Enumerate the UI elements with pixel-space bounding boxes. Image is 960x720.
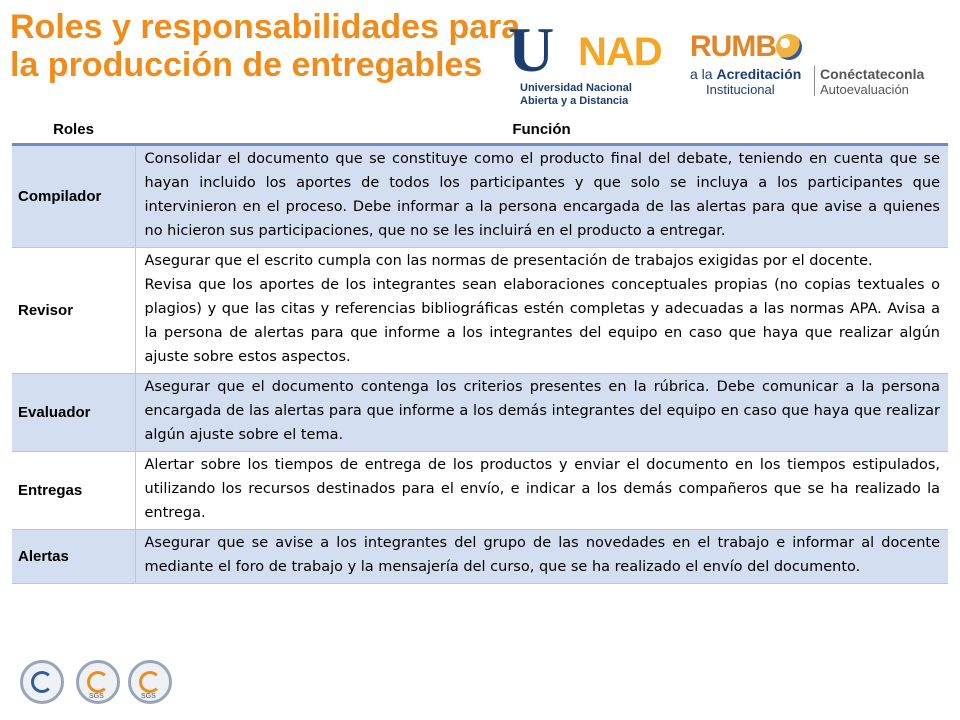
unad-logo-line-1: Universidad Nacional xyxy=(520,82,632,94)
slide-title-line-2: la producción de entregables xyxy=(10,46,483,84)
seal-label: SGS xyxy=(141,693,156,700)
slide-title xyxy=(10,8,570,84)
function-cell xyxy=(135,451,948,529)
sgs-seal-icon xyxy=(128,660,172,704)
function-text: Asegurar que el escrito cumpla con las normas de presentación de trabajos exigidas por el docente. xyxy=(144,252,873,269)
function-cell xyxy=(135,529,948,583)
unad-logo-u: U xyxy=(508,14,555,85)
role-cell: Evaluador xyxy=(12,373,135,451)
unad-logo-line-2: Abierta y a Distancia xyxy=(520,95,629,107)
function-cell xyxy=(135,247,948,373)
roles-table xyxy=(12,116,948,584)
unad-logo-nad: NAD xyxy=(578,30,662,74)
role-cell: Alertas xyxy=(12,529,135,583)
certification-seal-icon xyxy=(20,660,64,704)
table-row xyxy=(12,451,948,529)
seal-label: SGS xyxy=(89,693,104,700)
unad-logo xyxy=(508,14,662,108)
certification-seals xyxy=(20,660,180,710)
table-row xyxy=(12,373,948,451)
function-text: Alertar sobre los tiempos de entrega de los productos y enviar el documento en los tiempos estipulados, utilizando los recursos destinados para el envío, e indicar a los demás compañeros que se ha realizado la entrega. xyxy=(144,456,940,521)
logo-divider xyxy=(814,66,815,96)
rumbo-ball-icon xyxy=(776,34,802,60)
rumbo-wordmark: RUMB xyxy=(690,30,776,63)
function-text: Asegurar que se avise a los integrantes del grupo de las novedades en el trabajo e informar al docente mediante el foro de trabajo y la mensajería del curso, que se ha realizado el envío del documento. xyxy=(144,534,940,575)
slide-title-line-1: Roles y responsabilidades para xyxy=(10,8,521,46)
table-header-row xyxy=(12,116,948,144)
table-row xyxy=(12,144,948,247)
function-cell xyxy=(135,144,948,247)
column-header-roles: Roles xyxy=(12,116,135,144)
sgs-seal-icon xyxy=(76,660,120,704)
table-row xyxy=(12,529,948,583)
role-cell: Compilador xyxy=(12,144,135,247)
rumbo-line-2: Institucional xyxy=(706,82,775,97)
role-cell: Revisor xyxy=(12,247,135,373)
role-cell: Entregas xyxy=(12,451,135,529)
function-text: Asegurar que el documento contenga los criterios presentes en la rúbrica. Debe comunicar a la persona encargada de las alertas para que informe a los demás integrantes del equipo en caso que haya que realizar algún ajuste sobre el tema. xyxy=(144,378,940,443)
conectate-line-2: Autoevaluación xyxy=(820,82,909,97)
function-text: Consolidar el documento que se constituye como el producto final del debate, teniendo en cuenta que se hayan incluido los aportes de todos los participantes y que solo se incluya a los participantes que intervinieron en el proceso. Debe informar a la persona encargada de las alertas para que avise a quienes no hicieron sus participaciones, que no se les incluirá en el producto a entregar. xyxy=(144,150,940,239)
conectate-line-1: Conéctateconla xyxy=(820,66,925,82)
rumbo-acreditacion-logo xyxy=(690,30,950,100)
function-text: Revisa que los aportes de los integrantes sean elaboraciones conceptuales propias (no copias textuales o plagios) y que las citas y referencias bibliográficas estén completas y adecuadas a las normas APA. Avisa a la persona de alertas para que informe a los integrantes del equipo en caso que haya que realizar algún ajuste sobre estos aspectos. xyxy=(144,276,940,365)
function-cell xyxy=(135,373,948,451)
column-header-funcion: Función xyxy=(135,116,948,144)
rumbo-line-1: a la Acreditación xyxy=(690,66,802,82)
table-row xyxy=(12,247,948,373)
